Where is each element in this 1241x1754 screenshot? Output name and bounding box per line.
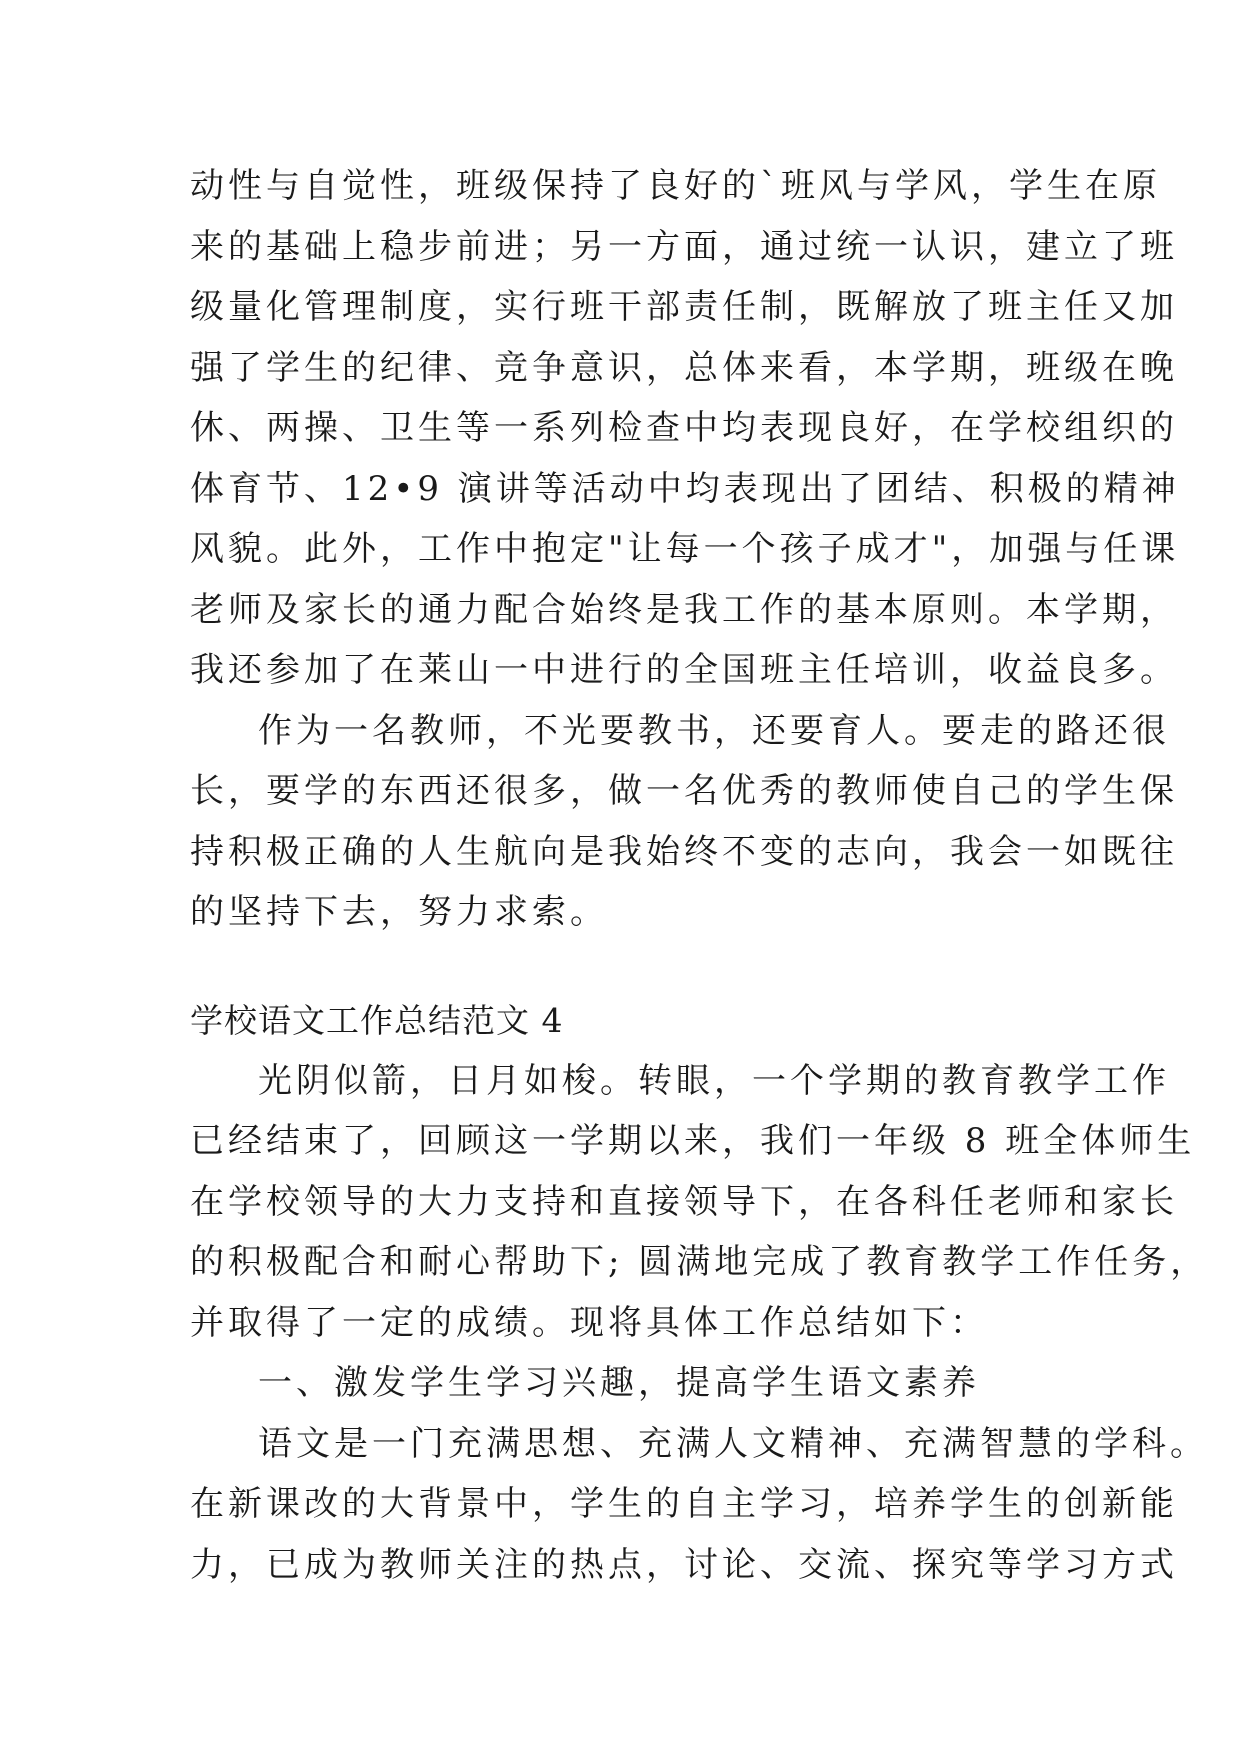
paragraph-teacher-aspiration <box>190 701 1178 943</box>
paragraph-chinese-subject <box>190 1414 1208 1596</box>
text-line: 长，要学的东西还很多，做一名优秀的教师使自己的学生保 <box>190 771 1178 811</box>
text-line: 动性与自觉性，班级保持了良好的`班风与学风，学生在原 <box>190 166 1161 206</box>
text-line: 持积极正确的人生航向是我始终不变的志向，我会一如既往 <box>190 831 1178 872</box>
text-line: 的坚持下去，努力求索。 <box>190 892 608 932</box>
text-line: 休、两操、卫生等一系列检查中均表现良好，在学校组织的 <box>190 408 1178 448</box>
paragraph-class-management <box>190 156 1180 701</box>
text-line: 力，已成为教师关注的热点，讨论、交流、探究等学习方式 <box>190 1544 1178 1585</box>
text-line: 老师及家长的通力配合始终是我工作的基本原则。本学期， <box>190 589 1178 630</box>
text-line: 级量化管理制度，实行班干部责任制，既解放了班主任又加 <box>190 287 1178 327</box>
text-line: 体育节、12•9 演讲等活动中均表现出了团结、积极的精神 <box>190 468 1180 509</box>
text-line: 在新课改的大背景中，学生的自主学习，培养学生的创新能 <box>190 1484 1178 1524</box>
text-line: 并取得了一定的成绩。现将具体工作总结如下： <box>190 1302 988 1343</box>
text-line: 语文是一门充满思想、充满人文精神、充满智慧的学科。 <box>258 1423 1208 1464</box>
paragraph-semester-intro <box>190 1051 1209 1354</box>
document-body <box>190 156 1209 1595</box>
text-line: 来的基础上稳步前进；另一方面，通过统一认识，建立了班 <box>190 226 1178 267</box>
text-line: 的积极配合和耐心帮助下; 圆满地完成了教育教学工作任务， <box>190 1242 1209 1282</box>
text-line: 作为一名教师，不光要教书，还要育人。要走的路还很 <box>258 710 1170 751</box>
text-line: 已经结束了，回顾这一学期以来，我们一年级 8 班全体师生 <box>190 1121 1196 1161</box>
subheading-interest: 一、激发学生学习兴趣，提高学生语文素养 <box>258 1363 980 1403</box>
text-line: 我还参加了在莱山一中进行的全国班主任培训，收益良多。 <box>190 650 1178 690</box>
text-line: 风貌。此外，工作中抱定"让每一个孩子成才"，加强与任课 <box>190 529 1180 569</box>
text-line: 光阴似箭，日月如梭。转眼，一个学期的教育教学工作 <box>258 1060 1170 1101</box>
section-spacer <box>190 943 1070 991</box>
text-line: 强了学生的纪律、竞争意识，总体来看，本学期，班级在晚 <box>190 347 1178 388</box>
text-line: 在学校领导的大力支持和直接领导下，在各科任老师和家长 <box>190 1181 1178 1222</box>
section-title: 学校语文工作总结范文 4 <box>190 1000 564 1040</box>
